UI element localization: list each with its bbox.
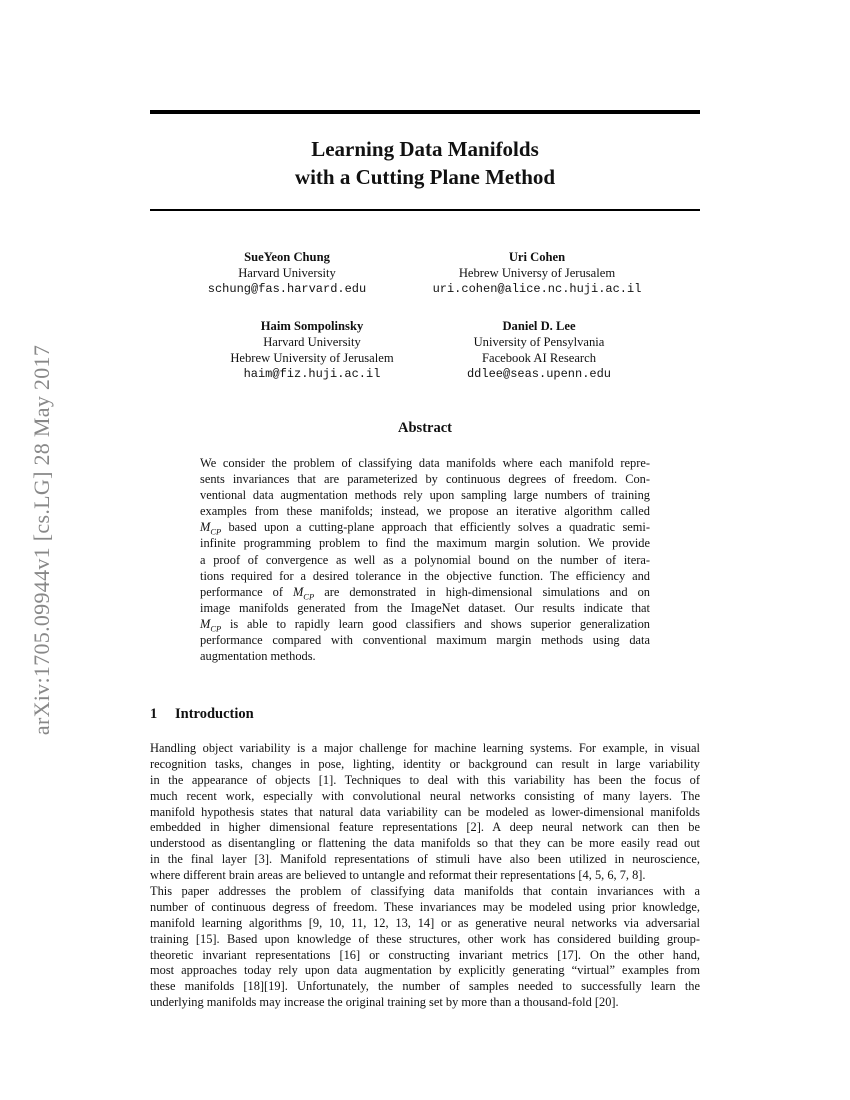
text-line: underlying manifolds may increase the original training set by more than a thousand-fold [20]. — [150, 995, 619, 1010]
text-line: manifold learning algorithms [9, 10, 11, 12, 13, 14] or as generative neural networks via adversarial — [150, 915, 700, 930]
paper-title — [150, 135, 700, 191]
title-line-1: Learning Data Manifolds — [311, 137, 539, 161]
author-block-4 — [449, 318, 629, 382]
text-line: $M_{CP}$ is able to rapidly learn good classifiers and shows superior generalization — [200, 616, 650, 634]
text-line: This paper addresses the problem of classifying data manifolds that contain invariances with a — [150, 884, 700, 898]
author-affiliation: Hebrew Universy of Jerusalem — [458, 266, 616, 280]
text-line: We consider the problem of classifying data manifolds where each manifold repre- — [200, 456, 650, 470]
text-line: number of continuous degress of freedom. These invariances may be modeled using prior knowledge, — [150, 899, 700, 914]
text-line: understood as disentangling or flattening the data manifolds so that they can be more easily read out — [150, 836, 700, 851]
text-line: tions required for a desired tolerance in the objective function. The efficiency and — [200, 568, 650, 583]
section-number: 1 — [150, 706, 158, 722]
text-line: much recent work, especially with convolutional neural networks consisting of many layers. The — [150, 788, 700, 803]
author-affiliation: University of Pensylvania — [473, 335, 605, 349]
author-block-1 — [187, 249, 387, 297]
text-line: training [15]. Based upon knowledge of these structures, other work has considered building group- — [150, 931, 700, 946]
author-affiliation: Harvard University — [263, 335, 361, 349]
author-email: haim@fiz.huji.ac.il — [243, 367, 381, 381]
intro-paragraph-2 — [150, 884, 700, 1011]
intro-paragraph-1 — [150, 741, 700, 884]
text-line: sents invariances that are parameterized by continuous degrees of freedom. Con- — [200, 472, 650, 487]
author-block-2 — [422, 249, 652, 297]
text-line: performance compared with conventional maximum margin methods using data — [200, 633, 650, 648]
author-affiliation: Hebrew University of Jerusalem — [230, 351, 394, 365]
text-line: where different brain areas are believed to untangle and reformat their representations [4, 5, 6, 7, 8]. — [150, 868, 646, 883]
text-line: most approaches today rely upon data augmentation by explicitly generating “virtual” examples from — [150, 963, 700, 978]
text-line: augmentation methods. — [200, 649, 316, 664]
author-name: Haim Sompolinsky — [260, 319, 364, 333]
section-title: Introduction — [175, 706, 254, 722]
title-bottom-rule — [150, 209, 700, 211]
author-email: ddlee@seas.upenn.edu — [466, 367, 612, 381]
text-line: embedded in higher dimensional feature representations [2]. A deep neural network can then be — [150, 820, 700, 835]
author-block-3 — [202, 318, 422, 382]
abstract-body — [200, 455, 650, 664]
title-line-2: with a Cutting Plane Method — [294, 165, 556, 189]
text-line: image manifolds generated from the ImageNet dataset. Our results indicate that — [200, 600, 650, 615]
text-line: infinite programming problem to find the maximum margin solution. We provide — [200, 536, 650, 551]
author-affiliation: Facebook AI Research — [481, 351, 596, 365]
text-line: theoretic invariant representations [16] or constructing invariant metrics [17]. On the other hand, — [150, 947, 700, 962]
text-line: $M_{CP}$ based upon a cutting-plane approach that efficiently solves a quadratic semi- — [200, 520, 650, 537]
text-line: performance of $M_{CP}$ are demonstrated in high-dimensional simulations and on — [200, 584, 650, 602]
author-name: Daniel D. Lee — [502, 319, 576, 333]
text-line: ventional data augmentation methods rely upon sampling large numbers of training — [200, 488, 650, 503]
author-name: SueYeon Chung — [244, 250, 330, 264]
text-line: manifold hypothesis states that natural data variability can be modeled as lower-dimensional manifolds — [150, 804, 700, 819]
text-line: in the appearance of objects [1]. Techniques to deal with this variability has been the focus of — [150, 772, 700, 787]
author-email: schung@fas.harvard.edu — [207, 282, 367, 296]
author-email: uri.cohen@alice.nc.huji.ac.il — [432, 282, 642, 296]
title-top-rule — [150, 110, 700, 114]
text-line: examples from these manifolds; instead, we propose an iterative algorithm called — [200, 504, 650, 519]
text-line: recognition tasks, changes in pose, lighting, identity or background can result in large variability — [150, 756, 700, 771]
author-name: Uri Cohen — [508, 250, 566, 264]
text-line: these manifolds [18][19]. Unfortunately, the number of samples needed to successfully learn the — [150, 979, 700, 994]
author-affiliation: Harvard University — [238, 266, 336, 280]
text-line: Handling object variability is a major challenge for machine learning systems. For example, in visual — [150, 741, 700, 755]
text-line: a proof of convergence as well as a polynomial bound on the number of itera- — [200, 552, 650, 567]
arxiv-identifier-stamp: arXiv:1705.09944v1 [cs.LG] 28 May 2017 — [29, 344, 54, 736]
section-heading-introduction — [150, 706, 254, 723]
text-line: in the final layer [3]. Manifold representations of stimuli have also been utilized in neuroscience, — [150, 852, 700, 867]
abstract-heading: Abstract — [398, 420, 452, 436]
